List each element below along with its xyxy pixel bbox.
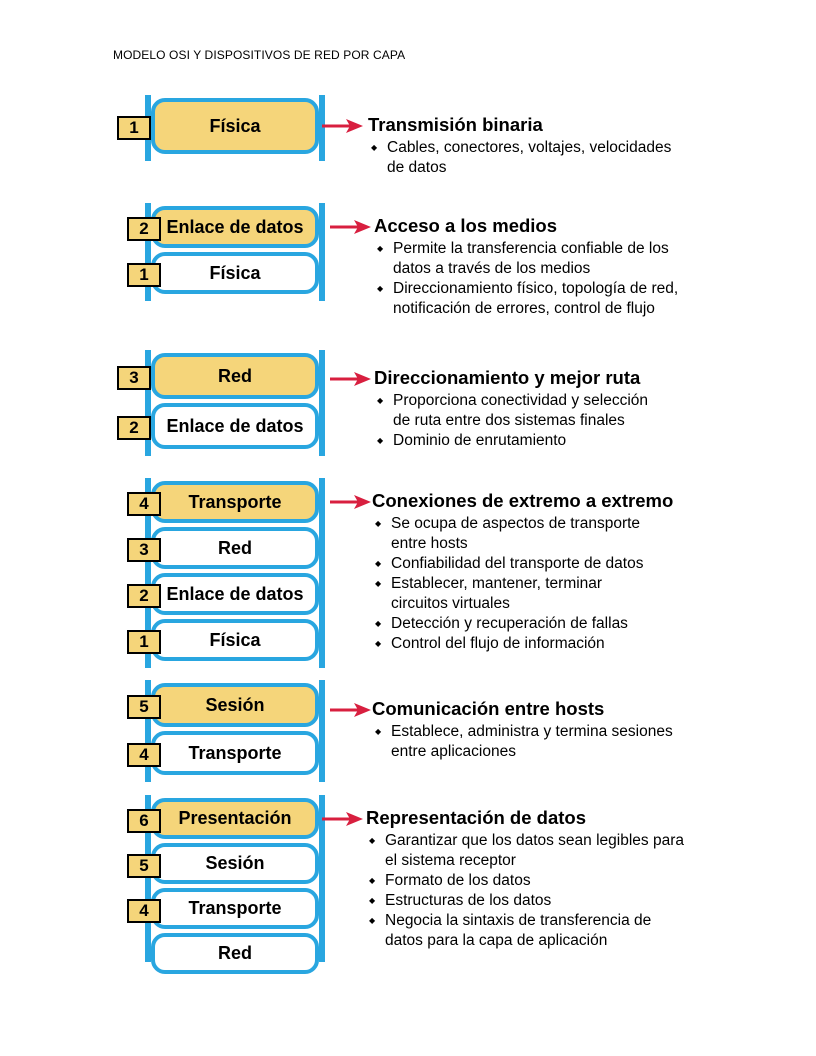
detail-item [373,634,643,654]
detail-text-line: ◆ Dominio de enrutamiento [393,432,567,449]
function-details-list [367,831,684,951]
layer-name: Física [209,629,261,650]
layer-name: Red [217,537,252,558]
detail-text-line: ◆ Permite la transferencia confiable de los [393,240,669,257]
function-details-list [369,138,671,178]
osi-layer-box [151,731,319,775]
detail-item [369,138,671,178]
function-title: Transmisión binaria [368,114,543,135]
detail-item [373,614,643,634]
detail-text-line: entre aplicaciones [391,743,516,760]
detail-item [375,239,678,279]
detail-text-line: datos a través de los medios [393,260,591,277]
layer-stack [145,203,325,301]
detail-text-line: entre hosts [391,535,468,552]
layer-name: Red [217,365,252,386]
layer-number-badge: 1 [127,263,161,287]
layer-number-badge: 1 [117,116,151,140]
detail-text-line: el sistema receptor [385,852,516,869]
layer-name: Sesión [205,853,265,873]
function-details-list [375,391,648,451]
layer-name: Transporte [188,898,282,918]
detail-item [373,514,643,554]
osi-layer-box [151,527,319,569]
osi-layer-box [151,888,319,929]
osi-layer-box [151,353,319,399]
layer-name: Enlace de datos [166,415,304,436]
layer-name: Física [209,262,261,283]
detail-text-line: ◆ Garantizar que los datos sean legibles para [385,832,684,849]
function-title: Comunicación entre hosts [372,698,605,719]
osi-layer-box [151,403,319,449]
detail-text-line: ◆ Negocia la sintaxis de transferencia de [385,912,652,929]
osi-layer-box [151,843,319,884]
arrow-right-icon [322,118,364,134]
detail-item [373,574,643,614]
detail-item [375,431,648,451]
layer-number-badge: 4 [127,899,161,923]
layer-name: Enlace de datos [166,216,304,237]
layer-stack [145,95,325,161]
layer-number-badge: 6 [127,809,161,833]
detail-text-line: notificación de errores, control de flujo [393,300,655,317]
detail-text-line: ◆ Se ocupa de aspectos de transporte [391,515,641,532]
layer-number-badge: 5 [127,854,161,878]
detail-text-line: ◆ Establecer, mantener, terminar [391,575,603,592]
detail-item [367,891,684,911]
osi-layer-box [151,98,319,154]
osi-layer-box [151,619,319,661]
detail-text-line: ◆ Confiabilidad del transporte de datos [391,555,644,572]
function-title: Acceso a los medios [374,215,558,236]
detail-item [375,391,648,431]
document-header: MODELO OSI Y DISPOSITIVOS DE RED POR CAPA [113,48,406,62]
detail-text-line: ◆ Cables, conectores, voltajes, velocidades [387,139,672,156]
layer-name: Presentación [178,808,292,828]
layer-number-badge: 2 [127,584,161,608]
detail-item [373,722,673,762]
osi-layer-box [151,573,319,615]
detail-text-line: de ruta entre dos sistemas finales [393,412,625,429]
osi-layer-box [151,252,319,294]
function-details-list [373,514,643,654]
layer-number-badge: 3 [127,538,161,562]
layer-stack [145,350,325,456]
arrow-right-icon [330,494,372,510]
layer-stack [145,795,325,962]
detail-text-line: ◆ Establece, administra y termina sesiones [391,723,673,740]
arrow-right-icon [330,702,372,718]
osi-layer-box [151,933,319,974]
detail-item [373,554,643,574]
arrow-right-icon [330,219,372,235]
osi-layer-box [151,481,319,523]
layer-name: Física [209,115,261,136]
layer-number-badge: 2 [117,416,151,440]
layer-name: Red [217,943,252,963]
layer-number-badge: 4 [127,743,161,767]
detail-item [367,871,684,891]
detail-item [375,279,678,319]
layer-number-badge: 3 [117,366,151,390]
layer-name: Enlace de datos [166,583,304,604]
detail-text-line: ◆ Control del flujo de información [391,635,605,652]
osi-layer-box [151,798,319,839]
function-title: Representación de datos [366,807,587,828]
function-details-list [373,722,673,762]
detail-text-line: ◆ Estructuras de los datos [385,892,552,909]
arrow-right-icon [330,371,372,387]
detail-text-line: de datos [387,159,447,176]
detail-item [367,831,684,871]
arrow-right-icon [322,811,364,827]
detail-text-line: circuitos virtuales [391,595,510,612]
osi-layer-box [151,683,319,727]
function-title: Direccionamiento y mejor ruta [374,367,641,388]
detail-text-line: ◆ Direccionamiento físico, topología de red, [393,280,679,297]
detail-item [367,911,684,951]
function-title: Conexiones de extremo a extremo [372,490,674,511]
osi-layer-box [151,206,319,248]
detail-text-line: ◆ Formato de los datos [385,872,531,889]
layer-number-badge: 4 [127,492,161,516]
detail-text-line: datos para la capa de aplicación [385,932,608,949]
detail-text-line: ◆ Detección y recuperación de fallas [391,615,628,632]
layer-stack [145,478,325,668]
detail-text-line: ◆ Proporciona conectividad y selección [393,392,649,409]
function-details-list [375,239,678,319]
layer-name: Transporte [188,491,282,512]
layer-stack [145,680,325,782]
layer-name: Transporte [188,742,282,763]
layer-name: Sesión [205,694,265,715]
layer-number-badge: 5 [127,695,161,719]
layer-number-badge: 1 [127,630,161,654]
layer-number-badge: 2 [127,217,161,241]
